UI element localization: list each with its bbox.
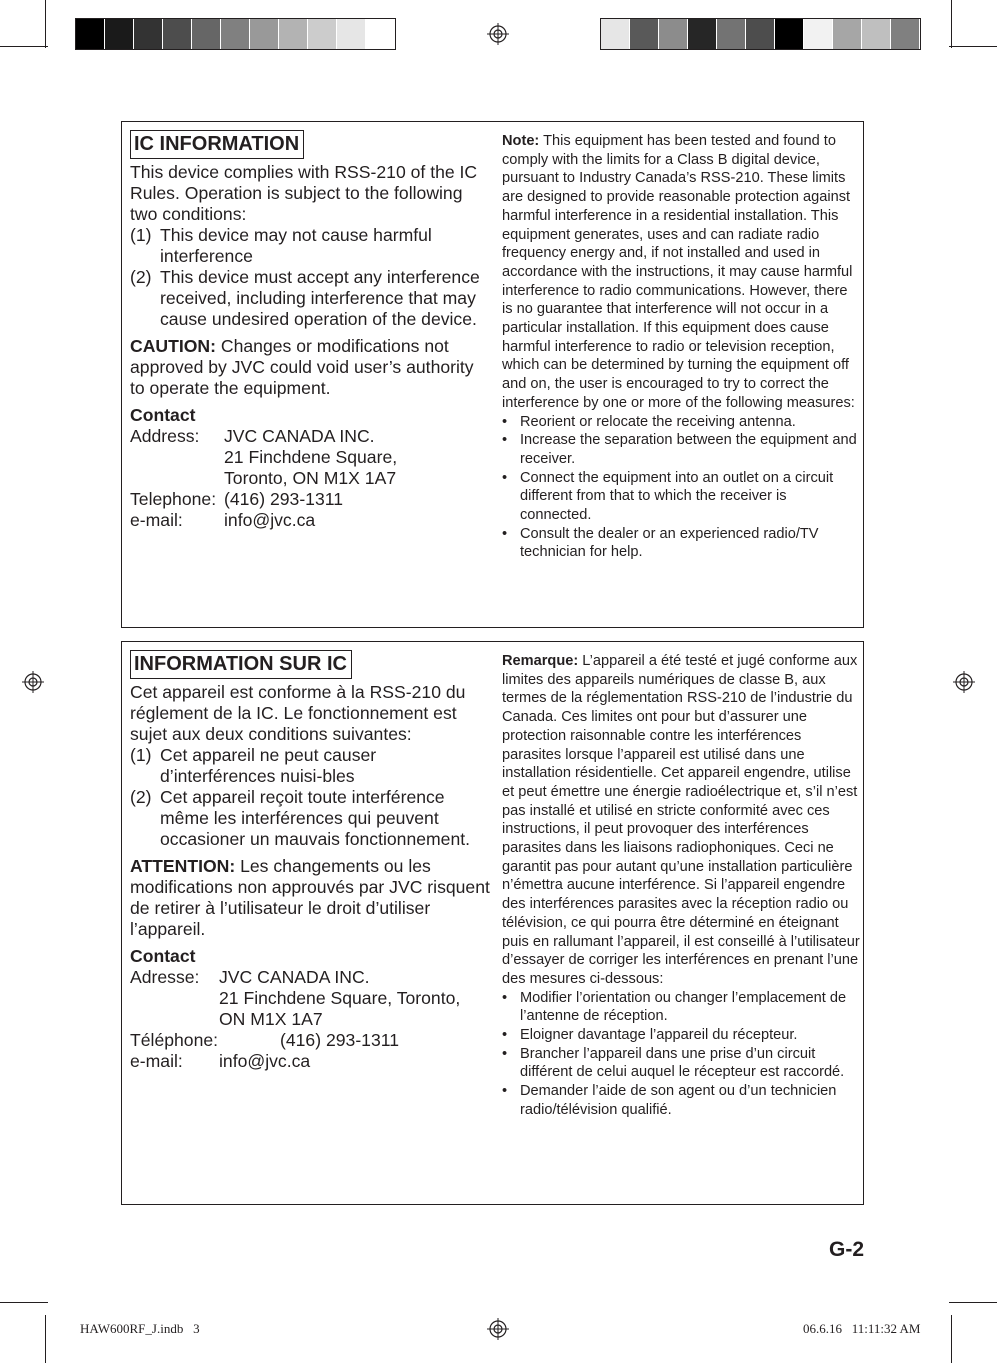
measures-list: [502, 989, 860, 1120]
color-swatch: [366, 19, 395, 49]
french-left-column: [130, 650, 495, 1072]
french-panel: [121, 641, 864, 1205]
email-row: e-mail: info@jvc.ca: [130, 510, 316, 530]
color-swatch: [804, 19, 833, 49]
color-swatch: [746, 19, 775, 49]
registration-mark-icon: [22, 671, 44, 693]
color-swatch: [775, 19, 804, 49]
color-swatch: [134, 19, 163, 49]
color-swatch: [105, 19, 134, 49]
page-number: G-2: [829, 1238, 865, 1261]
list-item: • Connect the equipment into an outlet on a circuit different from that to which the receiver is connected.: [502, 469, 834, 524]
color-swatch: [630, 19, 659, 49]
color-swatch: [337, 19, 366, 49]
color-swatch: [688, 19, 717, 49]
crop-mark: [949, 46, 997, 47]
color-swatch: [76, 19, 105, 49]
contact-label: Contact: [130, 946, 196, 966]
color-swatch: [891, 19, 920, 49]
list-item: • Reorient or relocate the receiving antenna.: [502, 413, 796, 430]
crop-mark: [0, 46, 48, 47]
color-swatch: [221, 19, 250, 49]
english-right-column: [502, 132, 860, 562]
attention-paragraph: ATTENTION: Les changements ou les modifications non approuvés par JVC risquent de retirer à l’utilisateur le droit d’utiliser l’appareil.: [130, 856, 490, 939]
color-swatch: [862, 19, 891, 49]
footer-timestamp: 06.6.16 11:11:32 AM: [803, 1321, 921, 1336]
registration-mark-icon: [953, 671, 975, 693]
color-swatch: [717, 19, 746, 49]
intro-text: This device complies with RSS-210 of the IC Rules. Operation is subject to the following two conditions:: [130, 162, 478, 224]
list-item: • Modifier l’orientation ou changer l’emplacement de l’antenne de réception.: [502, 989, 847, 1025]
remark-paragraph: Remarque: L’appareil a été testé et jugé conforme aux limites des appareils numériques de classe B, aux termes de la réglementation RSS-210 de l’industrie du Canada. Ces limites ont pour but d’assurer une protection raisonnable contre les interférences parasites lorsque l’appareil est utilisé dans une installation résidentielle. Cet appareil engendre, utilise et peut émettre une énergie radioélectrique et, s’il n’est pas installé et utilisé en stricte conformité avec ces instructions, il peut provoquer des interférences parasites dans les liaisons radiophoniques. Ceci ne garantit pas pour autant qu’une installation particulière n’émettra aucune interférence. Si l’appareil engendre des interférences parasites avec la réception radio ou télévision, ce qui pourra être déterminé en éteignant puis en rallumant l’appareil, il est conseillé à l’utilisateur d’essayer de corriger les interférences en prenant l’une des mesures ci-dessous:: [502, 653, 860, 987]
section-heading: INFORMATION SUR IC: [130, 650, 352, 679]
contact-label: Contact: [130, 405, 196, 425]
french-right-column: [502, 652, 860, 1120]
measures-list: [502, 413, 860, 563]
list-item: • Eloigner davantage l’appareil du récepteur.: [502, 1027, 798, 1044]
registration-mark-icon: [487, 1318, 509, 1340]
list-item: • Consult the dealer or an experienced radio/TV technician for help.: [502, 525, 819, 561]
list-item: • Brancher l’appareil dans une prise d’un circuit différent de celui auquel le récepteur est raccordé.: [502, 1045, 845, 1081]
list-item: • Demander l’aide de son agent ou d’un technicien radio/télévision qualifié.: [502, 1083, 837, 1118]
crop-mark: [951, 0, 952, 48]
crop-mark: [0, 1302, 48, 1303]
note-paragraph: Note: This equipment has been tested and found to comply with the limits for a Class B digital device, pursuant to Industry Canada’s RSS-210. These limits are designed to provide reasonable protection against harmful interference in a residential installation. This equipment generates, uses and can radiate radio frequency energy and, if not installed and used in accordance with the instructions, it may cause harmful interference to radio communications. However, there is no guarantee that interference will not occur in a particular installation. If this equipment does cause harmful interference to radio or television reception, which can be determined by turning the equipment off and on, the user is encouraged to try to correct the interference by one or more of the following measures:: [502, 133, 855, 411]
color-swatch: [279, 19, 308, 49]
condition-item: (1) Cet appareil ne peut causer d’interférences nuisi-bles: [130, 745, 377, 786]
address-row: Address: JVC CANADA INC. 21 Finchdene Square, Toronto, ON M1X 1A7: [130, 426, 398, 488]
condition-item: (2) Cet appareil reçoit toute interférence même les interférences qui peuvent occasioner un mauvais fonctionnement.: [130, 787, 471, 849]
color-swatch: [308, 19, 337, 49]
color-swatch: [601, 19, 630, 49]
crop-mark: [949, 1302, 997, 1303]
color-bar-right: [600, 18, 921, 50]
color-swatch: [192, 19, 221, 49]
caution-paragraph: CAUTION: Changes or modifications not approved by JVC could void user’s authority to operate the equipment.: [130, 336, 474, 398]
section-heading: IC INFORMATION: [130, 130, 304, 159]
email-row: e-mail: info@jvc.ca: [130, 1051, 311, 1071]
condition-item: (1) This device may not cause harmful interference: [130, 225, 432, 266]
color-swatch: [163, 19, 192, 49]
telephone-row: Telephone: (416) 293-1311: [130, 489, 344, 509]
condition-item: (2) This device must accept any interference received, including interference that may cause undesired operation of the device.: [130, 267, 480, 329]
crop-mark: [45, 0, 46, 48]
color-swatch: [250, 19, 279, 49]
footer-filename: HAW600RF_J.indb 3: [80, 1321, 200, 1336]
address-row: Adresse: JVC CANADA INC. 21 Finchdene Square, Toronto, ON M1X 1A7: [130, 967, 461, 1029]
english-left-column: [130, 130, 490, 531]
color-bar-left: [75, 18, 396, 50]
telephone-row: Téléphone: (416) 293-1311: [130, 1030, 400, 1050]
list-item: • Increase the separation between the equipment and receiver.: [502, 432, 857, 467]
color-swatch: [659, 19, 688, 49]
crop-mark: [951, 1315, 952, 1363]
english-panel: [121, 121, 864, 628]
color-swatch: [833, 19, 862, 49]
registration-mark-icon: [487, 23, 509, 45]
intro-text: Cet appareil est conforme à la RSS-210 du réglement de la IC. Le fonctionnement est sujet aux deux conditions suivantes:: [130, 682, 466, 744]
crop-mark: [45, 1315, 46, 1363]
